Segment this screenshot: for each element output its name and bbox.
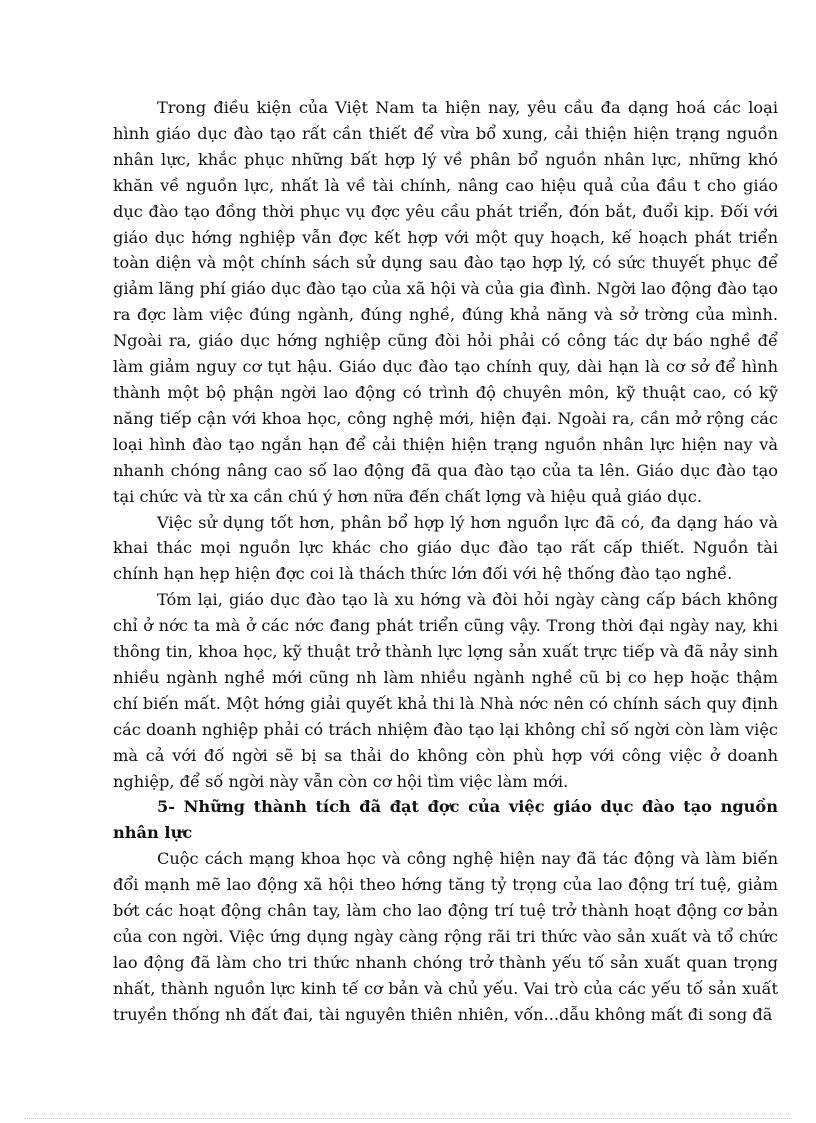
footer-dotted-rule bbox=[24, 1118, 792, 1119]
section-heading: 5- Những thành tích đã đạt đợc của việc giáo dục đào tạo nguồn nhân lực bbox=[113, 797, 778, 843]
page-body bbox=[113, 95, 778, 1028]
paragraph-2: Việc sử dụng tốt hơn, phân bổ hợp lý hơn nguồn lực đã có, đa dạng háo và khai thác mọi nguồn lực khác cho giáo dục đào tạo rất cấp thiết. Nguồn tài chính hạn hẹp hiện đợc coi là thách thức lớn đối với hệ thống đào tạo nghề. bbox=[113, 512, 778, 584]
paragraph-3: Tóm lại, giáo dục đào tạo là xu hớng và đòi hỏi ngày càng cấp bách không chỉ ở nớc ta mà ở các nớc đang phát triển cũng vậy. Trong thời đại ngày nay, khi thông tin, khoa học, kỹ thuật trở thành lực lợng sản xuất trực tiếp và đã nảy sinh nhiều ngành nghề mới cũng nh làm nhiều ngành nghề cũ bị co hẹp hoặc thậm chí biến mất. Một hớng giải quyết khả thi là Nhà nớc nên có chính sách quy định các doanh nghiệp phải có trách nhiệm đào tạo lại không chỉ số ngời còn làm việc mà cả với đố ngời sẽ bị sa thải do không còn phù hợp với công việc ở doanh nghiệp, để số ngời này vẫn còn cơ hội tìm việc làm mới. bbox=[113, 590, 778, 791]
paragraph-4: Cuộc cách mạng khoa học và công nghệ hiện nay đã tác động và làm biến đổi mạnh mẽ lao động xã hội theo hớng tăng tỷ trọng của lao động trí tuệ, giảm bớt các hoạt động chân tay, làm cho lao động trí tuệ trở thành hoạt động cơ bản của con ngời. Việc ứng dụng ngày càng rộng rãi tri thức vào sản xuất và tổ chức lao động đã làm cho tri thức nhanh chóng trở thành yếu tố sản xuất quan trọng nhất, thành nguồn lực kinh tế cơ bản và chủ yếu. Vai trò của các yếu tố sản xuất truyền thống nh đất đai, tài nguyên thiên nhiên, vốn...dẫu không mất đi song đã bbox=[113, 849, 778, 1024]
paragraph-1: Trong điều kiện của Việt Nam ta hiện nay, yêu cầu đa dạng hoá các loại hình giáo dục đào tạo rất cần thiết để vừa bổ xung, cải thiện hiện trạng nguồn nhân lực, khắc phục những bất hợp lý về phân bổ nguồn nhân lực, những khó khăn về nguồn lực, nhất là về tài chính, nâng cao hiệu quả của đầu t cho giáo dục đào tạo đồng thời phục vụ đợc yêu cầu phát triển, đón bắt, đuổi kịp. Đối với giáo dục hớng nghiệp vẫn đợc kết hợp với một quy hoạch, kế hoạch phát triển toàn diện và một chính sách sử dụng sau đào tạo hợp lý, có sức thuyết phục để giảm lãng phí giáo dục đào tạo của xã hội và của gia đình. Ngời lao động đào tạo ra đợc làm việc đúng ngành, đúng nghề, đúng khả năng và sở trờng của mình. Ngoài ra, giáo dục hớng nghiệp cũng đòi hỏi phải có công tác dự báo nghề để làm giảm nguy cơ tụt hậu. Giáo dục đào tạo chính quy, dài hạn là cơ sở để hình thành một bộ phận ngời lao động có trình độ chuyên môn, kỹ thuật cao, có kỹ năng tiếp cận với khoa học, công nghệ mới, hiện đại. Ngoài ra, cần mở rộng các loại hình đào tạo ngắn hạn để cải thiện hiện trạng nguồn nhân lực hiện nay và nhanh chóng nâng cao số lao động đã qua đào tạo của ta lên. Giáo dục đào tạo tại chức và từ xa cần chú ý hơn nữa đến chất lợng và hiệu quả giáo dục. bbox=[113, 98, 778, 506]
